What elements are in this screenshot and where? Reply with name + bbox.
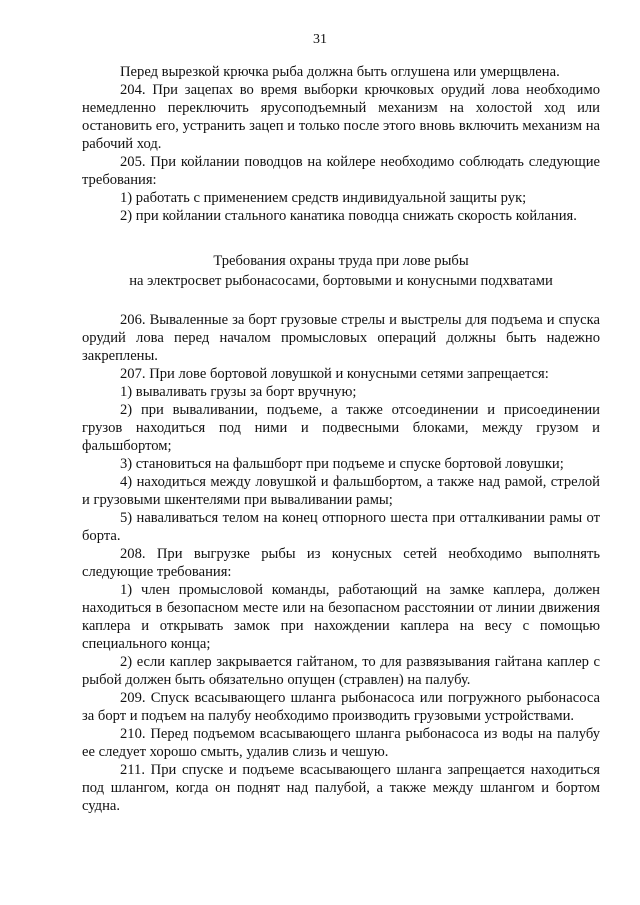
paragraph-204: 204. При зацепах во время выборки крючковых орудий лова необходимо немедленно переключить ярусоподъемный механизм на холостой ход или остановить его, устранить зацеп и только после этого вновь включить механизм на рабочий ход. xyxy=(82,82,600,152)
list-item: 1) работать с применением средств индивидуальной защиты рук; xyxy=(120,190,527,206)
document-body xyxy=(82,63,600,815)
paragraph-209: 209. Спуск всасывающего шланга рыбонасоса или погружного рыбонасоса за борт и подъем на палубу необходимо производить грузовыми устройствами. xyxy=(82,690,600,724)
list-item: 3) становиться на фальшборт при подъеме и спуске бортовой ловушки; xyxy=(120,456,564,472)
paragraph-211: 211. При спуске и подъеме всасывающего шланга запрещается находиться под шлангом, когда он поднят над палубой, а также между шлангом и бортом судна. xyxy=(82,762,600,814)
page-number: 31 xyxy=(313,32,327,47)
section-heading-line-1: Требования охраны труда при лове рыбы xyxy=(213,253,469,269)
list-item: 5) наваливаться телом на конец отпорного шеста при отталкивании рамы от борта. xyxy=(82,510,600,544)
paragraph: Перед вырезкой крючка рыба должна быть оглушена или умерщвлена. xyxy=(120,64,560,80)
paragraph-205: 205. При койлании поводцов на койлере необходимо соблюдать следующие требования: xyxy=(82,154,600,188)
list-item: 4) находиться между ловушкой и фальшбортом, а также над рамой, стрелой и грузовыми шкентелями при вываливании рамы; xyxy=(82,474,600,508)
section-heading-line-2: на электросвет рыбонасосами, бортовыми и конусными подхватами xyxy=(129,273,553,289)
list-item: 2) при койлании стального канатика поводца снижать скорость койлания. xyxy=(120,208,577,224)
list-item: 1) член промысловой команды, работающий на замке каплера, должен находиться в безопасном месте или на безопасном расстоянии от линии движения каплера и открывать замок при нахождении каплера на весу с помощью специального конца; xyxy=(82,582,600,652)
paragraph-206: 206. Вываленные за борт грузовые стрелы и выстрелы для подъема и спуска орудий лова перед началом промысловых операций должны быть надежно закреплены. xyxy=(82,312,600,364)
paragraph-210: 210. Перед подъемом всасывающего шланга рыбонасоса из воды на палубу ее следует хорошо смыть, удалив слизь и чешую. xyxy=(82,726,600,760)
list-item: 2) при вываливании, подъеме, а также отсоединении и присоединении грузов находиться под ними и подвесными блоками, между грузом и фальшбортом; xyxy=(82,402,600,454)
list-item: 2) если каплер закрывается гайтаном, то для развязывания гайтана каплер с рыбой должен быть обязательно опущен (стравлен) на палубу. xyxy=(82,654,600,688)
paragraph-207: 207. При лове бортовой ловушкой и конусными сетями запрещается: xyxy=(120,366,549,382)
section-heading xyxy=(82,251,600,291)
list-item: 1) вываливать грузы за борт вручную; xyxy=(120,384,357,400)
paragraph-208: 208. При выгрузке рыбы из конусных сетей необходимо выполнять следующие требования: xyxy=(82,546,600,580)
